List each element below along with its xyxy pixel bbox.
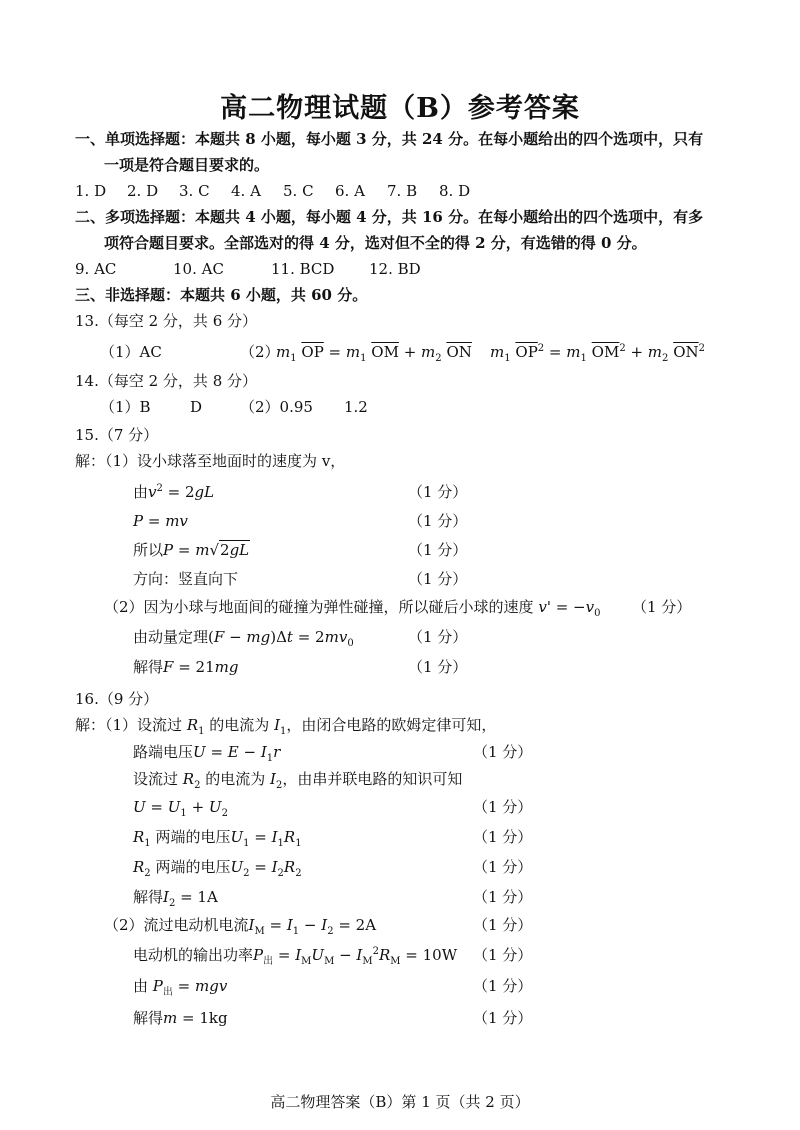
q15-direction: 方向：竖直向下: [133, 570, 239, 588]
q16-output-power-score: （1 分）: [473, 946, 533, 964]
q13-momentum-equation: $m_1$ $\overline{OP} = m_1$ $\overline{OM} + m_2$ $\overline{ON}$: [276, 343, 472, 364]
q16-r2-voltage: $R_2$ 两端的电压$U_2 = I_2R_2$: [133, 858, 302, 879]
answer-1: 1. D: [75, 182, 107, 200]
q15-header: 15.（7 分）: [75, 426, 159, 444]
answer-7: 7. B: [387, 182, 418, 200]
q16-r2-intro-prefix: 设流过: [133, 770, 179, 788]
q16-terminal-score: （1 分）: [473, 743, 533, 761]
q13-part2-label: （2）: [240, 343, 280, 361]
q15-step2-score: （1 分）: [408, 512, 468, 530]
q16-voltage-sum-score: （1 分）: [473, 798, 533, 816]
answer-10: 10. AC: [173, 260, 224, 278]
q16-r1-voltage: $R_1$ 两端的电压$U_1 = I_1R_1$: [133, 828, 302, 849]
q15-step3-score: （1 分）: [408, 541, 468, 559]
q15-result: 解得F = 21mg: [133, 658, 239, 676]
q16-intro-tail: ，由闭合电路的欧姆定律可知，: [286, 716, 497, 734]
q14-header: 14.（每空 2 分，共 8 分）: [75, 372, 258, 390]
q16-r2-voltage-label: 两端的电压: [155, 858, 231, 876]
q15-theorem: 由动量定理$(F - mg)\Delta t = 2mv_0$: [133, 628, 354, 649]
section1-heading-line1: 一、单项选择题：本题共 8 小题，每小题 3 分，共 24 分。在每小题给出的四个选项中，只有: [75, 130, 704, 148]
q14-part1-b: D: [190, 398, 203, 416]
page-title: 高二物理试题（B）参考答案: [220, 93, 580, 124]
q15-part2-score: （1 分）: [632, 598, 692, 616]
q15-step1-score: （1 分）: [408, 483, 468, 501]
answer-4: 4. A: [231, 182, 261, 200]
q16-motor-current: （2）流过电动机电流$I_M = I_1 - I_2 = 2A$: [104, 916, 377, 937]
answer-5: 5. C: [283, 182, 314, 200]
q16-terminal-prefix: 路端电压: [133, 743, 194, 761]
answer-8: 8. D: [439, 182, 471, 200]
q16-mass-prefix: 解得: [133, 1009, 164, 1027]
q16-terminal-voltage: 路端电压$U = E - I_1r$: [133, 743, 281, 764]
answer-11: 11. BCD: [271, 260, 335, 278]
answer-12: 12. BD: [369, 260, 421, 278]
q15-intro: 解：（1）设小球落至地面时的速度为 v，: [75, 452, 346, 470]
page-footer: 高二物理答案（B）第 1 页（共 2 页）: [270, 1093, 530, 1111]
q16-by-prefix: 由: [133, 977, 149, 995]
q16-power-relation: 由 $P_出$ = mgv: [133, 977, 228, 998]
q15-part2-text: （2）因为小球与地面间的碰撞为弹性碰撞，所以碰后小球的速度: [104, 598, 534, 616]
q16-r2-intro: 设流过 $R_2$ 的电流为 $I_2$，由串并联电路的知识可知: [133, 770, 463, 791]
q16-intro-mid: 的电流为: [209, 716, 270, 734]
section3-heading: 三、非选择题：本题共 6 小题，共 60 分。: [75, 286, 368, 304]
q16-intro: 解：（1）设流过 $R_1$ 的电流为 $I_1$，由闭合电路的欧姆定律可知，: [75, 716, 497, 737]
answer-3: 3. C: [179, 182, 210, 200]
q15-direction-score: （1 分）: [408, 570, 468, 588]
q16-header: 16.（9 分）: [75, 690, 159, 708]
q15-theorem-prefix: 由动量定理: [133, 628, 209, 646]
q16-output-power: 电动机的输出功率$P_出 = I_MU_M - I_M^2R_M = 10W$: [133, 946, 458, 967]
answer-2: 2. D: [127, 182, 159, 200]
answer-9: 9. AC: [75, 260, 117, 278]
q16-r2-tail: ，由串并联电路的知识可知: [282, 770, 463, 788]
q14-part2: （2）0.95: [240, 398, 313, 416]
answer-6: 6. A: [335, 182, 365, 200]
q13-part1: （1）AC: [100, 343, 162, 361]
q16-solve-i2: 解得$I_2 = 1A$: [133, 888, 218, 909]
q15-result-prefix: 解得: [133, 658, 164, 676]
q15-part2: （2）因为小球与地面间的碰撞为弹性碰撞，所以碰后小球的速度 $v' = -v_0$: [104, 598, 601, 619]
q15-step1-prefix: 由: [133, 483, 149, 501]
q15-step3-prefix: 所以: [133, 541, 164, 559]
q15-step1: 由$v^2 = 2gL$: [133, 483, 215, 501]
section2-heading-line1: 二、多项选择题：本题共 4 小题，每小题 4 分，共 16 分。在每小题给出的四个选项中，有多: [75, 208, 704, 226]
q15-step3: 所以P = m√2gL: [133, 541, 250, 559]
q16-intro-prefix: 解：（1）设流过: [75, 716, 183, 734]
q16-voltage-sum: $U = U_1 + U_2$: [133, 798, 228, 819]
q15-theorem-score: （1 分）: [408, 628, 468, 646]
q16-solve-prefix: 解得: [133, 888, 164, 906]
q16-mass-score: （1 分）: [473, 1009, 533, 1027]
q16-part2-prefix: （2）流过电动机电流: [104, 916, 249, 934]
q16-r2-voltage-score: （1 分）: [473, 858, 533, 876]
q16-r1-voltage-score: （1 分）: [473, 828, 533, 846]
q16-output-prefix: 电动机的输出功率: [133, 946, 254, 964]
section1-heading-line2: 一项是符合题目要求的。: [104, 156, 270, 174]
q16-r1-voltage-label: 两端的电压: [155, 828, 231, 846]
q14-part2-b: 1.2: [344, 398, 368, 416]
q16-solve-i2-score: （1 分）: [473, 888, 533, 906]
q15-step2: P = mv: [133, 512, 188, 530]
section2-heading-line2: 项符合题目要求。全部选对的得 4 分，选对但不全的得 2 分，有选错的得 0 分。: [104, 234, 647, 252]
q14-part1: （1）B: [100, 398, 151, 416]
q16-motor-current-score: （1 分）: [473, 916, 533, 934]
q16-power-relation-score: （1 分）: [473, 977, 533, 995]
q16-r2-mid: 的电流为: [205, 770, 266, 788]
q15-result-score: （1 分）: [408, 658, 468, 676]
q13-energy-equation: $m_1$ $\overline{OP}^2 = m_1$ $\overline{OM}^2 + m_2$ $\overline{ON}^2$: [490, 343, 705, 364]
q13-header: 13.（每空 2 分，共 6 分）: [75, 312, 258, 330]
q16-mass: 解得m = 1kg: [133, 1009, 228, 1027]
